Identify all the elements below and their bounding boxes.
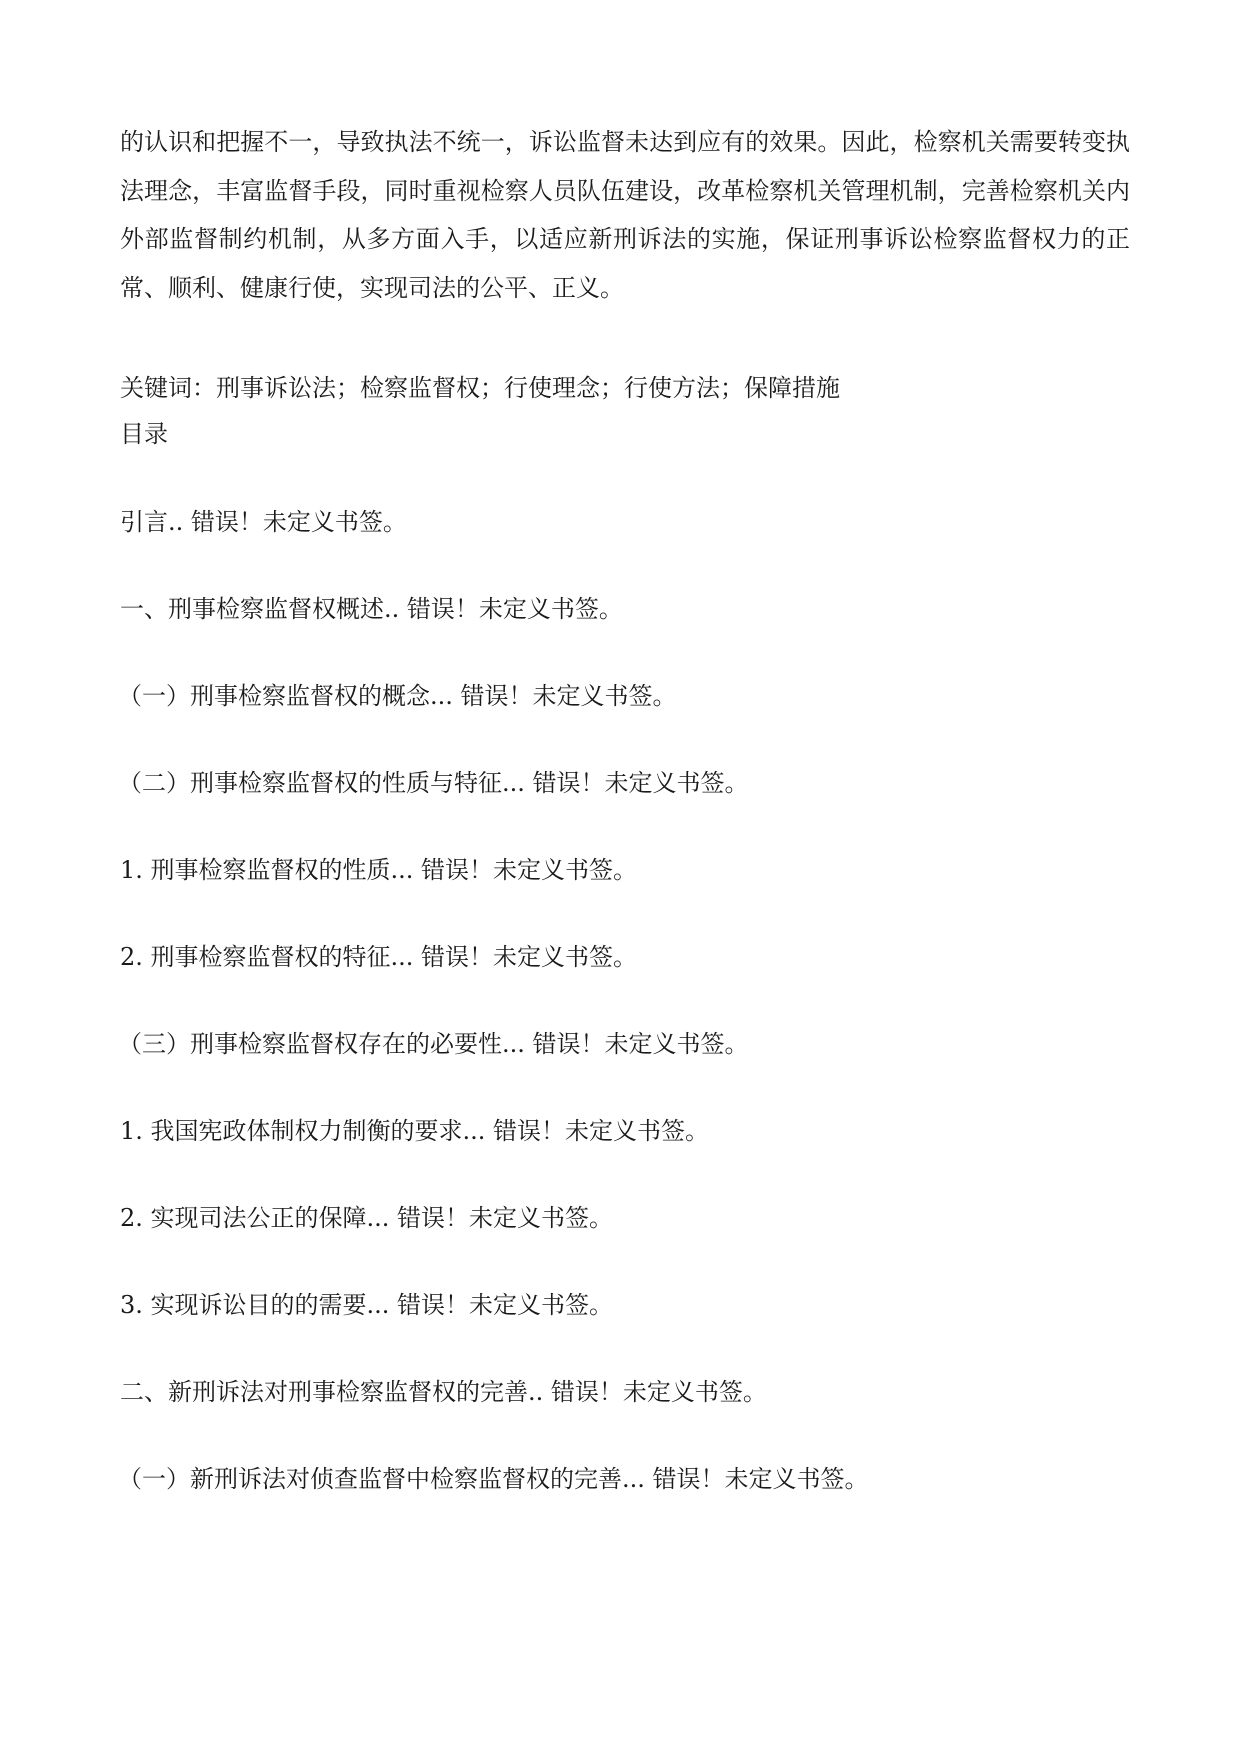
- toc-entry-1-3[interactable]: （三）刑事检察监督权存在的必要性... 错误！未定义书签。: [118, 1030, 749, 1058]
- toc-entry-2-1[interactable]: （一）新刑诉法对侦查监督中检察监督权的完善... 错误！未定义书签。: [118, 1465, 869, 1493]
- toc-entry-1-3-1[interactable]: 1. 我国宪政体制权力制衡的要求... 错误！未定义书签。: [120, 1117, 710, 1145]
- toc-entry-1-2[interactable]: （二）刑事检察监督权的性质与特征... 错误！未定义书签。: [118, 769, 749, 797]
- document-page: [120, 0, 1130, 1753]
- toc-entry-1-3-3[interactable]: 3. 实现诉讼目的的需要... 错误！未定义书签。: [120, 1291, 614, 1319]
- toc-title: 目录: [120, 420, 168, 448]
- toc-entry-1-3-2[interactable]: 2. 实现司法公正的保障... 错误！未定义书签。: [120, 1204, 614, 1232]
- keywords-line: 关键词：刑事诉讼法；检察监督权；行使理念；行使方法；保障措施: [120, 374, 840, 402]
- toc-entry-chapter-1[interactable]: 一、刑事检察监督权概述.. 错误！未定义书签。: [120, 595, 623, 623]
- toc-entry-1-2-1[interactable]: 1. 刑事检察监督权的性质... 错误！未定义书签。: [120, 856, 638, 884]
- abstract-paragraph: 的认识和把握不一，导致执法不统一，诉讼监督未达到应有的效果。因此，检察机关需要转变执法理念，丰富监督手段，同时重视检察人员队伍建设，改革检察机关管理机制，完善检察机关内外部监督制约机制，从多方面入手，以适应新刑诉法的实施，保证刑事诉讼检察监督权力的正常、顺利、健康行使，实现司法的公平、正义。: [120, 128, 1130, 302]
- toc-entry-chapter-2[interactable]: 二、新刑诉法对刑事检察监督权的完善.. 错误！未定义书签。: [120, 1378, 767, 1406]
- toc-entry-intro[interactable]: 引言.. 错误！未定义书签。: [120, 508, 407, 536]
- toc-entry-1-1[interactable]: （一）刑事检察监督权的概念... 错误！未定义书签。: [118, 682, 677, 710]
- toc-entry-1-2-2[interactable]: 2. 刑事检察监督权的特征... 错误！未定义书签。: [120, 943, 638, 971]
